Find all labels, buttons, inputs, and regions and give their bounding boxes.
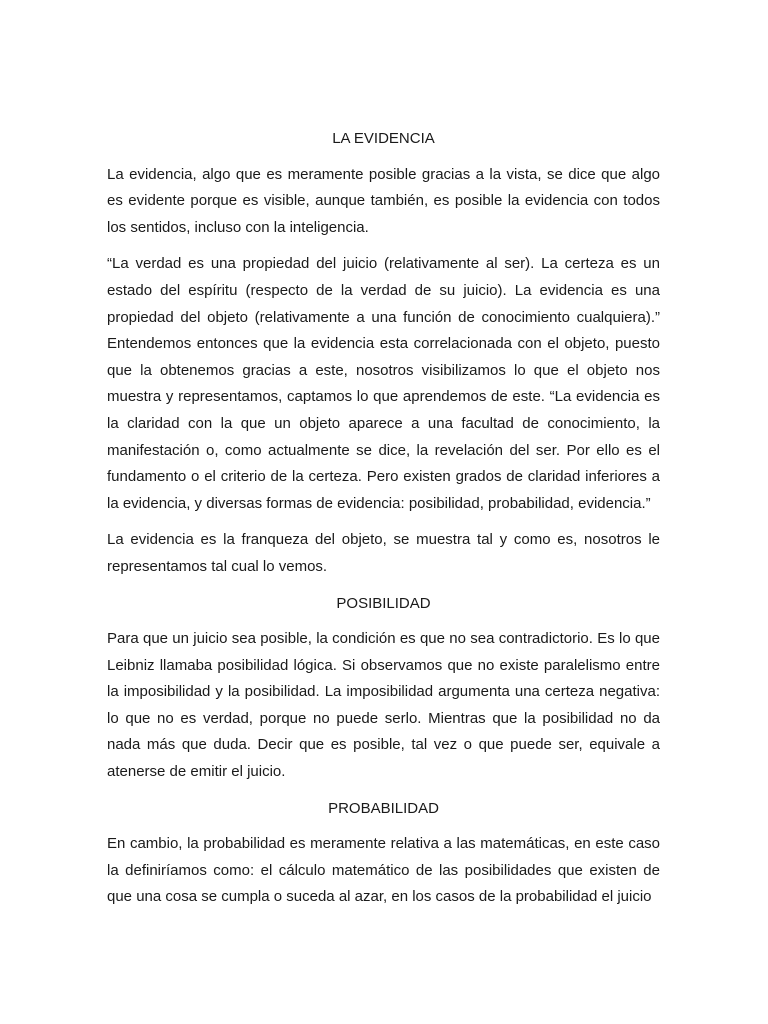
intro-paragraph-2: “La verdad es una propiedad del juicio (relativamente al ser). La certeza es un estado del espíritu (respecto de la verdad de su juicio). La evidencia es una propiedad del objeto (relativamente a una función de conocimiento cualquiera).” Entendemos entonces que la evidencia esta correlacionada con el objeto, puesto que la obtenemos gracias a este, nosotros visibilizamos lo que el objeto nos muestra y representamos, captamos lo que aprendemos de este. “La evidencia es la claridad con la que un objeto aparece a una facultad de conocimiento, la manifestación o, como actualmente se dice, la revelación del ser. Por ello es el fundamento o el criterio de la certeza. Pero existen grados de claridad inferiores a la evidencia, y diversas formas de evidencia: posibilidad, probabilidad, evidencia.” — [107, 255, 660, 512]
probabilidad-paragraph: En cambio, la probabilidad es meramente relativa a las matemáticas, en este caso la definiríamos como: el cálculo matemático de las posibilidades que existen de que una cosa se cumpla o suceda al azar, en los casos de la probabilidad el juicio — [107, 835, 660, 906]
document-title: LA EVIDENCIA — [332, 130, 435, 147]
document-page — [107, 126, 660, 921]
section-heading-probabilidad: PROBABILIDAD — [328, 799, 439, 817]
intro-paragraph-3: La evidencia es la franqueza del objeto, se muestra tal y como es, nosotros le representamos tal cual lo vemos. — [107, 531, 660, 575]
intro-paragraph-1: La evidencia, algo que es meramente posible gracias a la vista, se dice que algo es evidente porque es visible, aunque también, es posible la evidencia con todos los sentidos, incluso con la inteligencia. — [107, 165, 660, 236]
section-heading-posibilidad: POSIBILIDAD — [336, 594, 431, 612]
posibilidad-paragraph: Para que un juicio sea posible, la condición es que no sea contradictorio. Es lo que Leibniz llamaba posibilidad lógica. Si observamos que no existe paralelismo entre la imposibilidad y la posibilidad. La imposibilidad argumenta una certeza negativa: lo que no es verdad, porque no puede serlo. Mientras que la posibilidad no da nada más que duda. Decir que es posible, tal vez o que puede ser, equivale a atenerse de emitir el juicio. — [107, 630, 660, 781]
